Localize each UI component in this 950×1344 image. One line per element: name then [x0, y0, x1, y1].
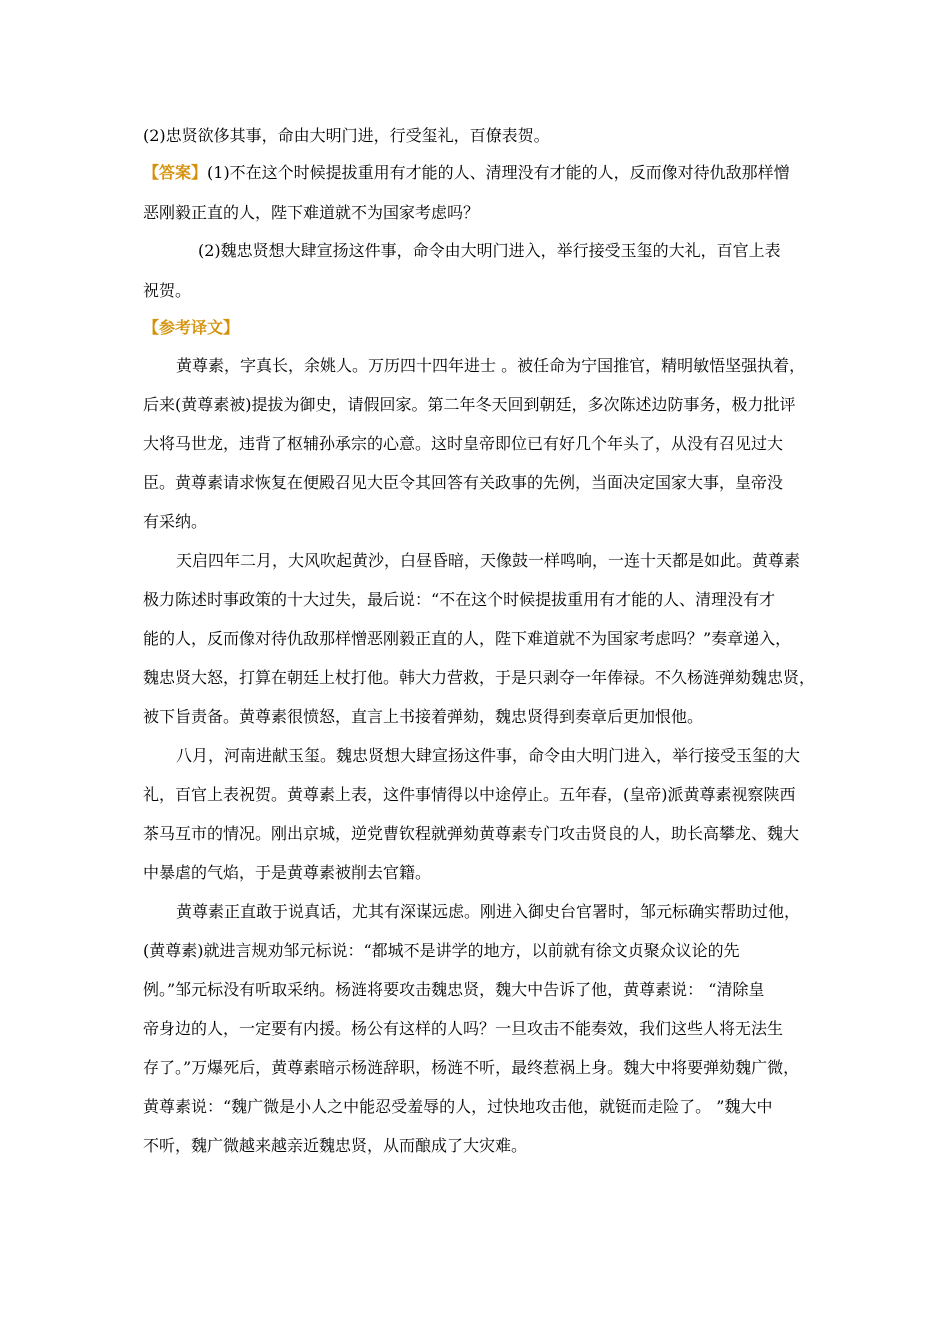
- translation-line: 茶马互市的情况。刚出京城，逆党曹钦程就弹劾黄尊素专门攻击贤良的人，助长高攀龙、魏大: [143, 824, 800, 843]
- translation-line: 魏忠贤大怒，打算在朝廷上杖打他。韩大力营救，于是只剥夺一年俸禄。不久杨涟弹劾魏忠贤，: [143, 668, 816, 687]
- translation-line: 有采纳。: [143, 512, 208, 531]
- translation-line: 八月，河南进献玉玺。魏忠贤想大肆宣扬这件事，命令由大明门进入，举行接受玉玺的大: [176, 746, 801, 765]
- translation-line: 礼，百官上表祝贺。黄尊素上表，这件事情得以中途停止。五年春，(皇帝)派黄尊素视察陕西: [143, 785, 796, 804]
- answer-text-1: (1)不在这个时候提拔重用有才能的人、清理没有才能的人，反而像对待仇敌那样憎: [207, 163, 790, 182]
- answer-line-4: 祝贺。: [143, 281, 192, 300]
- translation-line: 后来(黄尊素被)提拔为御史，请假回家。第二年冬天回到朝廷，多次陈述边防事务，极力批评: [143, 395, 796, 414]
- translation-line: 中暴虐的气焰，于是黄尊素被削去官籍。: [143, 863, 432, 882]
- answer-line-3: (2)魏忠贤想大肆宣扬这件事，命令由大明门进入，举行接受玉玺的大礼，百官上表: [198, 241, 781, 260]
- translation-line: 黄尊素说：“魏广微是小人之中能忍受羞辱的人，过快地攻击他，就铤而走险了。 ”魏大中: [143, 1097, 773, 1116]
- question-2-text: (2)忠贤欲侈其事，命由大明门进，行受玺礼，百僚表贺。: [143, 126, 550, 145]
- translation-line: (黄尊素)就进言规劝邹元标说：“都城不是讲学的地方，以前就有徐文贞聚众议论的先: [143, 941, 740, 960]
- translation-line: 帝身边的人，一定要有内援。杨公有这样的人吗？一旦攻击不能奏效，我们这些人将无法生: [143, 1019, 784, 1038]
- translation-label: 【参考译文】: [143, 318, 240, 337]
- translation-line: 不听，魏广微越来越亲近魏忠贤，从而酿成了大灾难。: [143, 1136, 528, 1155]
- translation-line: 天启四年二月，大风吹起黄沙，白昼昏暗，天像鼓一样鸣响，一连十天都是如此。黄尊素: [176, 551, 801, 570]
- translation-line: 黄尊素，字真长，余姚人。万历四十四年进士 。被任命为宁国推官，精明敏悟坚强执着，: [176, 356, 806, 375]
- translation-line: 臣。黄尊素请求恢复在便殿召见大臣令其回答有关政事的先例，当面决定国家大事，皇帝没: [143, 473, 784, 492]
- answer-label: 【答案】: [143, 163, 208, 182]
- translation-line: 黄尊素正直敢于说真话，尤其有深谋远虑。刚进入御史台官署时，邹元标确实帮助过他，: [176, 902, 801, 921]
- translation-line: 大将马世龙，违背了枢辅孙承宗的心意。这时皇帝即位已有好几个年头了，从没有召见过大: [143, 434, 784, 453]
- translation-line: 例。”邹元标没有听取采纳。杨涟将要攻击魏忠贤，魏大中告诉了他，黄尊素说： “清除皇: [143, 980, 765, 999]
- answer-line-2: 恶刚毅正直的人，陛下难道就不为国家考虑吗？: [143, 203, 480, 222]
- translation-line: 存了。”万爆死后，黄尊素暗示杨涟辞职，杨涟不听，最终惹祸上身。魏大中将要弹劾魏广微，: [143, 1058, 800, 1077]
- translation-line: 被下旨责备。黄尊素很愤怒，直言上书接着弹劾，魏忠贤得到奏章后更加恨他。: [143, 707, 704, 726]
- translation-line: 能的人，反而像对待仇敌那样憎恶刚毅正直的人，陛下难道就不为国家考虑吗？”奏章递入，: [143, 629, 792, 648]
- answer-line-1: [143, 161, 790, 185]
- translation-line: 极力陈述时事政策的十大过失，最后说：“不在这个时候提拔重用有才能的人、清理没有才: [143, 590, 776, 609]
